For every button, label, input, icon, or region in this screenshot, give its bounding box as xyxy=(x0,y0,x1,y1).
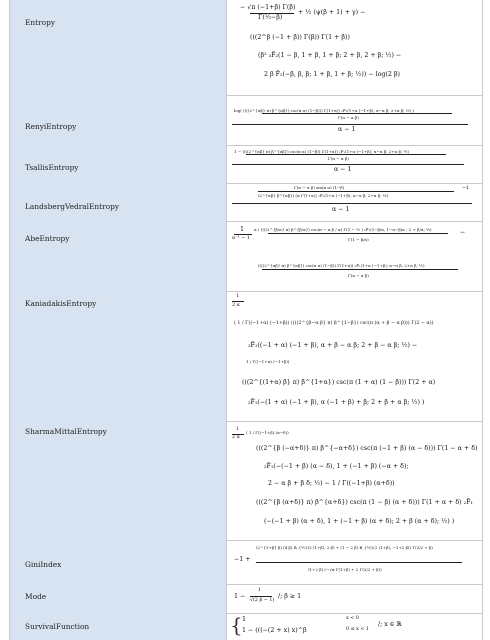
formula-line: α − 1 xyxy=(338,126,356,133)
fraction-bar xyxy=(262,113,452,114)
label-cell xyxy=(10,183,227,221)
table-row xyxy=(10,540,482,585)
fraction-bar xyxy=(232,124,468,125)
row-label: TsallisEntropy xyxy=(25,163,79,172)
formula-line: 1 − ((((2^{αβ} π) β^{αβ}) csc(π α) (1−β)) Γ(1+α)) ₂F̃₁(1+α (−1+β); α−α β; 2+α β; ½) xyxy=(234,149,409,154)
fraction-bar xyxy=(232,203,472,204)
formula-line: 1 xyxy=(236,294,240,299)
row-label: LandsbergVedralEntropy xyxy=(25,202,120,211)
formula-cell xyxy=(228,95,482,145)
row-label: AbeEntropy xyxy=(25,234,70,243)
fraction-bar xyxy=(250,596,272,597)
formula-line: 2 β F̃₂(−β, β, β; 1 + β, 1 + β; ½)) − log(2 β) xyxy=(264,71,400,78)
formula-line: Γ(α − α β) xyxy=(338,115,359,120)
table-row xyxy=(10,221,482,292)
formula-line: (β² ₃F̃₂(1 − β, 1 + β, 1 + β; 2 + β, 2 + β; ½) − xyxy=(258,52,402,59)
table-row xyxy=(10,613,482,640)
formula-cell xyxy=(228,145,482,183)
formula-line: α⁻¹ − 1 xyxy=(232,236,250,241)
formula-line: (−(−1 + β) (α + δ), 1 + (−1 + β) (α + δ); 2 + β (α + δ); ½) ) xyxy=(264,518,455,525)
formula-line: (((2^{β (α+δ)} π) β^{α+δ}) csc(π (1 − β) (α + δ))) Γ(1 + α + δ) ₂F̃₁ xyxy=(256,499,474,506)
formula-line: −1 xyxy=(462,186,470,191)
fraction-bar xyxy=(232,301,244,302)
formula-cell xyxy=(228,183,482,221)
formula-line: Γ(1 − β/α) xyxy=(348,237,369,242)
formula-line: 1 xyxy=(240,226,245,233)
row-label: RenyiEntropy xyxy=(25,122,77,131)
table-row xyxy=(10,291,482,422)
formula-line: Γ(½−β) xyxy=(258,14,283,21)
row-label: SurvivalFunction xyxy=(25,622,90,631)
formula-line: Γ(α − α β) sin(π α) (1−β) xyxy=(294,185,345,190)
fraction-bar xyxy=(232,164,464,165)
formula-line: log( ((((2^{αβ} π) β^{αβ}) csc(π α) (1−β))) Γ(1+α)) ₂F̃₁(1+α (−1+β); α−α β; 2+α β; ½) ) xyxy=(234,108,414,113)
label-cell xyxy=(10,221,227,291)
formula-line: /; β ≥ 1 xyxy=(278,593,302,600)
formula-line: 2 α xyxy=(232,303,240,308)
label-cell xyxy=(10,291,227,421)
formula-cell xyxy=(228,540,482,584)
formula-line: − √π (−1+β) Γ(β) xyxy=(240,4,296,11)
formula-line: ((((2^{αβ} π) β^{αβ}) csc(π α) (1−β)) Γ(1+α)) ₂F̃₁(1+α (−1+β); α−α β; 2+α β; ½) xyxy=(258,263,425,268)
formula-line: 1 − (((−(2 + x) x)^β xyxy=(242,627,307,634)
table-row xyxy=(10,95,482,146)
row-label: SharmaMittalEntropy xyxy=(25,427,107,436)
formula-line: α ( ((((2^{β/α} π) β^{β/α}) csc(π − α β / α) Γ(1 − ½ ) ₂F̃₁(1−β/α, 1−α−β/α ; 2 + β/α; ½) xyxy=(254,227,432,232)
formula-line: Γ(α − α β) xyxy=(348,273,369,278)
label-cell xyxy=(10,421,227,540)
fraction-bar xyxy=(262,269,458,270)
formula-line: /; x ∈ ℝ xyxy=(378,621,402,628)
fraction-bar xyxy=(256,562,462,563)
piecewise-brace: { xyxy=(230,613,243,637)
row-label: GiniIndex xyxy=(25,560,62,569)
formula-line: (2^{3+β} β) (4 β) B_{½}(2 (1+β), 2 β) + (1 − 2 β) B_{½}(2 (1+β), −1+2 β)) Γ(3/2 + β) xyxy=(256,545,433,550)
formula-line: √(2 β − 1) xyxy=(250,598,275,603)
formula-line: 0 ≤ x < 1 xyxy=(346,627,369,632)
fraction-bar xyxy=(258,191,454,192)
label-cell xyxy=(10,145,227,183)
formula-line: (((2^β (−1 + β)) Γ(β)) Γ(1 + β)) xyxy=(250,34,350,41)
table-row xyxy=(10,0,482,96)
row-label: Mode xyxy=(25,592,47,601)
formula-line: 2 − α β + β δ; ½) − 1 / Γ((−1+β) (α+δ)) xyxy=(268,480,395,487)
label-cell xyxy=(10,0,227,95)
fraction-bar xyxy=(246,154,446,155)
formula-line: 1 − xyxy=(234,593,246,600)
formula-line: 2 α xyxy=(232,435,240,440)
table-row xyxy=(10,584,482,614)
formula-line: (((2^{(1+α) β} π) β^{1+α}) csc(π (1 + α) (1 − β))) Γ(2 + α) xyxy=(242,379,436,386)
formula-line: α − 1 xyxy=(334,166,352,173)
row-label: Entropy xyxy=(25,18,56,27)
label-cell xyxy=(10,540,227,584)
formula-line: α − 1 xyxy=(332,206,350,213)
formula-cell xyxy=(228,291,482,421)
formula-line: 1 / Γ((−1+α) (−1+β)) xyxy=(246,359,290,364)
property-table xyxy=(9,0,483,640)
formula-line: + ½ (ψ(β + 1) + γ) − xyxy=(298,9,366,16)
table-row xyxy=(10,145,482,184)
formula-line: (1+2 β) (−√π Γ(1+β) + 2 Γ(3/2 + β)) xyxy=(308,567,382,572)
formula-line: 1 xyxy=(236,427,240,432)
formula-cell xyxy=(228,221,482,291)
formula-cell xyxy=(228,584,482,613)
formula-line: ( 1 / Γ((−1+α) (−1+β)) ((((2^{β−α β} π) β^{1−β}) csc(π (α + β − α β))) Γ(2 − α)) xyxy=(234,321,434,326)
formula-cell xyxy=(228,613,482,640)
formula-line: 1 xyxy=(242,616,247,623)
formula-line: −1 + xyxy=(234,556,251,563)
table-row xyxy=(10,421,482,541)
row-label: KaniadakisEntropy xyxy=(25,299,97,308)
fraction-bar xyxy=(268,233,448,234)
formula-line: ₂F̃₁(−(−1 + β) (α − δ), 1 + (−1 + β) (−α + δ); xyxy=(264,463,409,470)
formula-line: Γ(α − α β) xyxy=(328,156,349,161)
label-cell xyxy=(10,584,227,613)
formula-line: ₂F̃₁(−(1 + α) (−1 + β), α (−1 + β) + β; 2 + β + α β; ½) ) xyxy=(248,399,425,406)
table-row xyxy=(10,183,482,222)
formula-line: ( 1 / Γ((−1+β) (α−δ)) xyxy=(246,430,289,435)
formula-cell xyxy=(228,421,482,540)
formula-line: x < 0 xyxy=(346,616,359,621)
formula-line: 1 xyxy=(258,588,262,593)
formula-line: (2^{αβ} β^{αβ}) (π Γ(1+α)) ₂F̃₁(1+α (−1+β); α−α β; 2+α β; ½) xyxy=(258,193,389,198)
label-cell xyxy=(10,95,227,145)
formula-line: ₂F̃₁((−1 + α) (−1 + β), α + β − α β; 2 + β − α β; ½) − xyxy=(248,342,418,349)
formula-line: (((2^{β (−α+δ)} π) β^{−α+δ}) csc(π (−1 + β) (α − δ))) Γ(1 − α + δ) xyxy=(256,445,478,452)
fraction-bar xyxy=(234,234,252,235)
label-cell xyxy=(10,613,227,640)
formula-cell xyxy=(228,0,482,95)
formula-line: − xyxy=(460,229,466,236)
